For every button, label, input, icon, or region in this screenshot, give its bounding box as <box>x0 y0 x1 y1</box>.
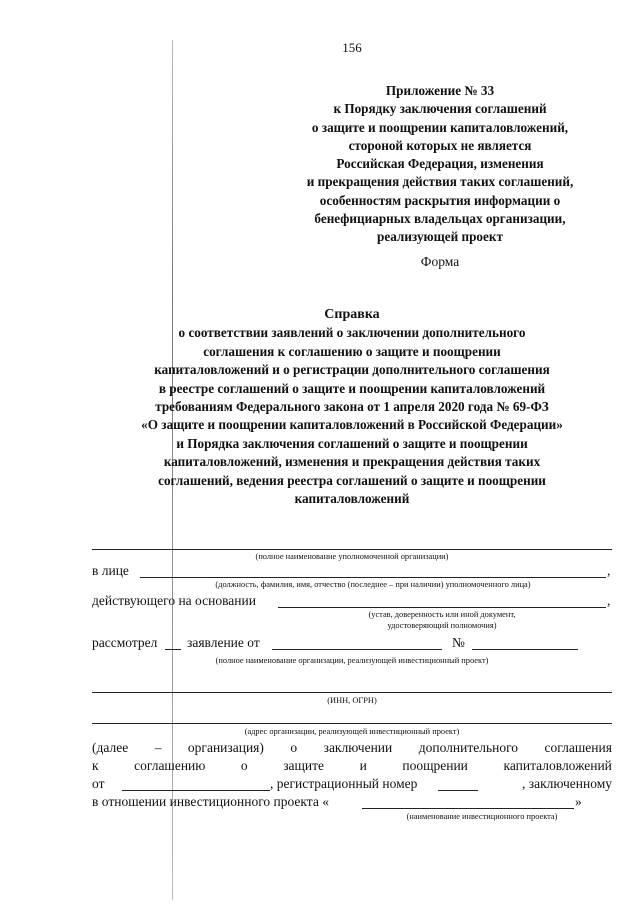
caption-project-name: (наименование инвестиционного проекта) <box>406 812 558 821</box>
number-sign: № <box>452 635 465 650</box>
paragraph-line-1: (далее – организация) о заключении дополнительного соглашения <box>92 740 612 755</box>
title-line: соглашения к соглашению о защите и поощрении <box>203 343 501 359</box>
investor-org-field[interactable] <box>92 678 612 693</box>
acting-basis-label: действующего на основании <box>92 593 256 608</box>
appendix-line: особенностям раскрытия информации о <box>319 192 561 208</box>
appendix-line: к Порядку заключения соглашений <box>333 101 547 117</box>
page-number: 156 <box>342 40 362 55</box>
document-title <box>92 306 612 508</box>
form-label: Форма <box>420 254 460 269</box>
quote-close: » <box>575 794 582 809</box>
title-line: в реестре соглашений о защите и поощрении капиталовложений <box>158 380 546 396</box>
basis-field[interactable] <box>278 593 606 608</box>
title-line: капиталовложений, изменения и прекращения действия таких <box>163 454 541 470</box>
address-field[interactable] <box>92 709 612 724</box>
reg-number-field[interactable] <box>438 776 478 791</box>
application-from-label: заявление от <box>187 635 260 650</box>
application-number-field[interactable] <box>472 635 578 650</box>
reg-number-label: , регистрационный номер <box>270 776 418 791</box>
title-line: капиталовложений <box>294 491 410 507</box>
title-line: о соответствии заявлений о заключении дополнительного <box>178 325 526 341</box>
appendix-line: реализующей проект <box>377 229 503 245</box>
application-date-field[interactable] <box>272 635 442 650</box>
appendix-line: стороной которых не является <box>348 137 532 153</box>
caption-investor-org: (полное наименование организации, реализующей инвестиционный проект) <box>215 656 489 665</box>
title-line: капиталовложений и о регистрации дополнительного соглашения <box>154 362 550 378</box>
org-name-field[interactable] <box>92 535 612 550</box>
concluded-label: , заключенному <box>522 776 612 791</box>
appendix-line: Российская Федерация, изменения <box>336 156 544 172</box>
caption-basis-1: (устав, доверенность или иной документ, <box>368 610 516 619</box>
appendix-line: бенефициарных владельцах организации, <box>314 211 566 227</box>
person-field[interactable] <box>140 563 606 578</box>
title-line: «О защите и поощрении капиталовложений в Российской Федерации» <box>141 417 563 433</box>
paragraph-line-2: к соглашению о защите и поощрении капиталовложений <box>92 758 612 773</box>
project-name-field[interactable] <box>362 794 574 809</box>
appendix-header <box>285 82 595 247</box>
caption-person: (должность, фамилия, имя, отчество (последнее – при наличии) уполномоченного лица) <box>215 580 531 589</box>
appendix-line: о защите и поощрении капиталовложений, <box>311 119 569 135</box>
reviewed-suffix-field[interactable] <box>165 635 181 650</box>
reviewed-label: рассмотрел <box>92 635 158 650</box>
project-label: в отношении инвестиционного проекта « <box>92 794 329 809</box>
in-person-label: в лице <box>92 563 129 578</box>
caption-inn: (ИНН, ОГРН) <box>327 696 377 705</box>
title-line: Справка <box>324 307 380 322</box>
appendix-line: Приложение № 33 <box>385 83 495 98</box>
title-line: требованиям Федерального закона от 1 апреля 2020 года № 69-ФЗ <box>155 399 549 415</box>
title-line: и Порядка заключения соглашений о защите и поощрении <box>176 435 528 451</box>
caption-basis-2: удостоверяющий полномочия) <box>387 621 497 630</box>
appendix-line: и прекращения действия таких соглашений, <box>306 174 574 190</box>
agreement-date-field[interactable] <box>122 776 270 791</box>
document-page: 156 Приложение № 33 к Порядку заключения соглашений о защите и поощрении капиталовложений, стороной которых не является Российская Федерация, изменения и прекращения действия таких соглашений, особенностям раскрытия информации о бенефициарных владельцах организации, реализующей проект Форма Справка о соответствии заявлений о заключении дополнительного соглашения к соглашению о защите и поощрении капиталовложений и о регистрации дополнительного соглашения в реестре соглашений о защите и поощрении капиталовложений требованиям Федерального закона от 1 апреля 2020 года № 69-ФЗ «О защите и поощрении капиталовложений в Российской Федерации» и Порядка заключения соглашений о защите и поощрении капиталовложений, изменения и прекращения действия таких соглашений, ведения реестра соглашений о защите и поощрении капиталовложений (полное наименование уполномоченной организации) в лице , (должность, фамилия, имя, отчество (последнее – при наличии) уполномоченного лица) действующего на основании , (устав, доверенность или иной документ, удостоверяющий полномочия) рассмотрел заявление от № (полное наименование организации, реализующей инвестиционный проект) (ИНН, ОГРН) (адрес организации, реализующей инвестиционный проект) (далее – организация) о заключении дополнительного соглашения к соглашению о защите и поощрении капиталовложений от , регистрационный номер , заключенному в отношении инвестиционного проекта « » (наименование инвестиционного проекта) <box>0 0 640 905</box>
from-label: от <box>92 776 105 791</box>
caption-address: (адрес организации, реализующей инвестиционный проект) <box>244 727 460 736</box>
title-line: соглашений, ведения реестра соглашений о защите и поощрении <box>158 472 546 488</box>
caption-org-name: (полное наименование уполномоченной организации) <box>255 552 449 561</box>
